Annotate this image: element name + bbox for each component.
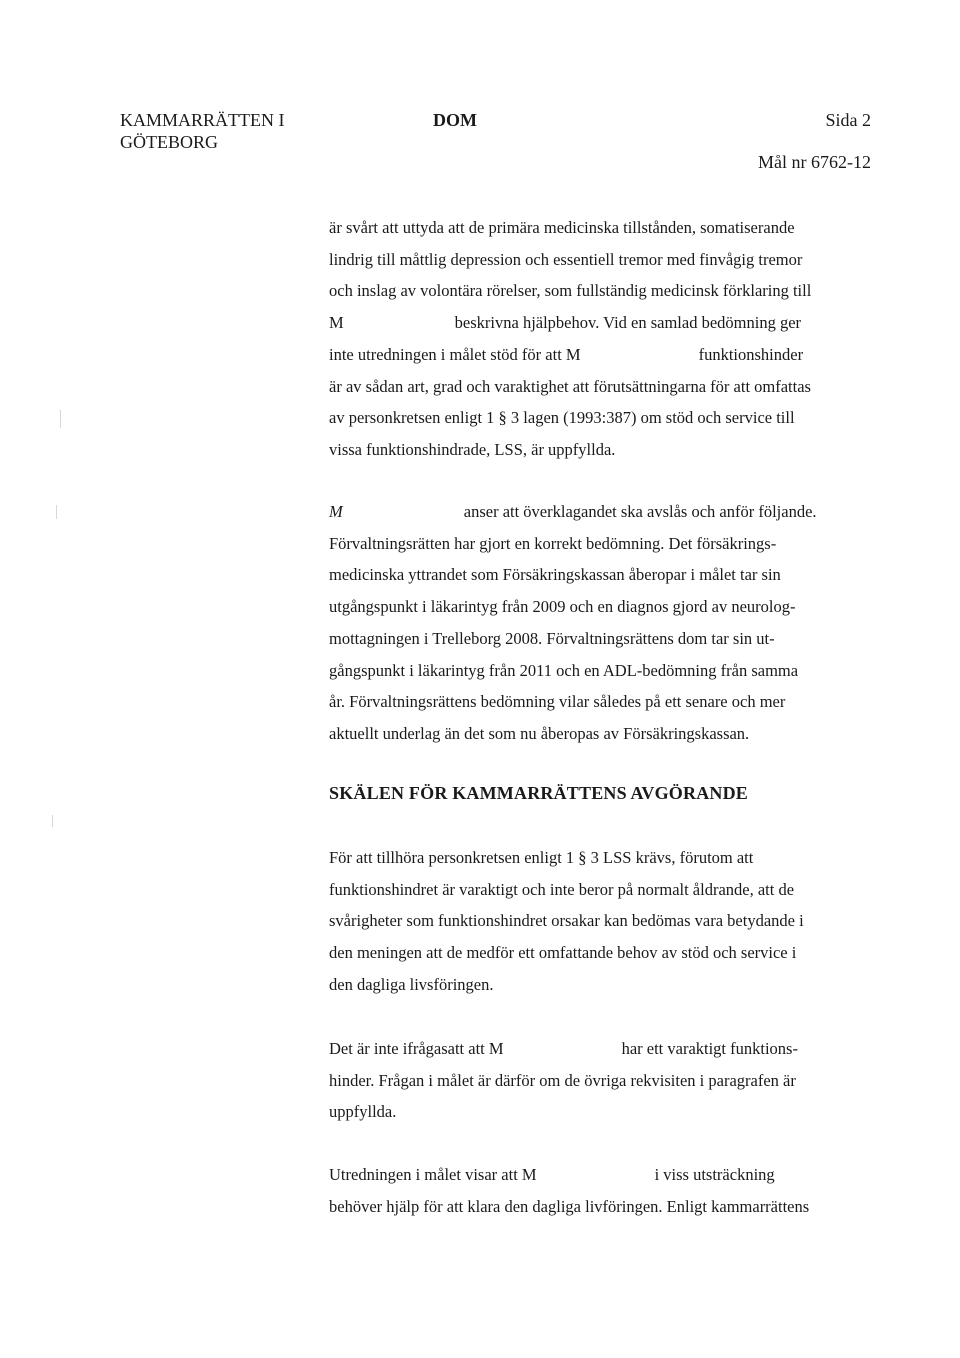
text-line-redacted [329,307,869,339]
text-line: och inslag av volontära rörelser, som fullständig medicinsk förklaring till [329,281,812,301]
text-line: är av sådan art, grad och varaktighet att förutsättningarna för att omfattas [329,376,811,396]
text-line: hinder. Frågan i målet är därför om de övriga rekvisiten i paragrafen är [329,1070,796,1090]
redacted-name-prefix: M [329,313,344,333]
court-name [120,109,350,153]
text-line: medicinska yttrandet som Försäkringskassan åberopar i målet tar sin [329,565,781,585]
text-line: mottagningen i Trelleborg 2008. Förvaltningsrättens dom tar sin ut- [329,628,775,648]
text-line: lindrig till måttlig depression och essentiell tremor med finvågig tremor [329,249,803,269]
text-line: den meningen att de medför ett omfattande behov av stöd och service i [329,943,797,963]
scan-artifact [52,815,53,827]
text-fragment: i viss utsträckning [654,1165,775,1184]
text-line: år. Förvaltningsrättens bedömning vilar således på ett senare och mer [329,692,786,712]
paragraph-investigation [329,1159,869,1222]
paragraph-legal-requirements [329,842,869,1001]
scan-artifact [60,410,61,428]
text-line-redacted [329,339,869,371]
text-line: Förvaltningsrätten har gjort en korrekt bedömning. Det försäkrings- [329,533,777,553]
paragraph-assessment [329,212,869,466]
case-number: Mål nr 6762-12 [758,152,871,172]
text-fragment: anser att överklagandet ska avslås och anför följande. [463,502,817,521]
court-name-line-1: KAMMARRÄTTEN I [120,110,285,130]
page-number: Sida 2 [825,110,871,130]
text-line: av personkretsen enligt 1 § 3 lagen (1993:387) om stöd och service till [329,408,795,428]
text-line-redacted [329,1033,869,1065]
text-line-redacted [329,1159,869,1191]
text-line: utgångspunkt i läkarintyg från 2009 och en diagnos gjord av neurolog- [329,597,796,617]
text-fragment: inte utredningen i målet stöd för att M [329,344,581,364]
text-line: För att tillhöra personkretsen enligt 1 § 3 LSS krävs, förutom att [329,848,754,867]
text-line: uppfyllda. [329,1102,397,1122]
section-heading: SKÄLEN FÖR KAMMARRÄTTENS AVGÖRANDE [329,783,749,803]
court-name-line-2: GÖTEBORG [120,132,218,152]
text-line: svårigheter som funktionshindret orsakar kan bedömas vara betydande i [329,911,804,931]
text-line: gångspunkt i läkarintyg från 2011 och en ADL-bedömning från samma [329,660,799,680]
text-line: funktionshindret är varaktigt och inte beror på normalt åldrande, att de [329,879,795,899]
text-fragment: har ett varaktigt funktions- [621,1039,798,1058]
text-fragment: Utredningen i målet visar att M [329,1165,537,1184]
redacted-name-prefix: M [329,502,343,521]
text-line: vissa funktionshindrade, LSS, är uppfyllda. [329,439,616,459]
text-fragment: funktionshinder [698,344,804,364]
document-type: DOM [433,110,477,130]
text-fragment: Det är inte ifrågasatt att M [329,1039,504,1058]
text-fragment: beskrivna hjälpbehov. Vid en samlad bedömning ger [454,313,802,333]
paragraph-undisputed-disability [329,1033,869,1128]
text-line: är svårt att uttyda att de primära medicinska tillstånden, somatiserande [329,218,795,237]
paragraph-counterpart-position [329,496,869,750]
text-line: den dagliga livsföringen. [329,974,494,994]
scan-artifact [56,505,57,519]
text-line-redacted [329,496,869,528]
text-line: aktuellt underlag än det som nu åberopas av Försäkringskassan. [329,723,750,743]
text-line: behöver hjälp för att klara den dagliga livföringen. Enligt kammarrättens [329,1196,810,1216]
